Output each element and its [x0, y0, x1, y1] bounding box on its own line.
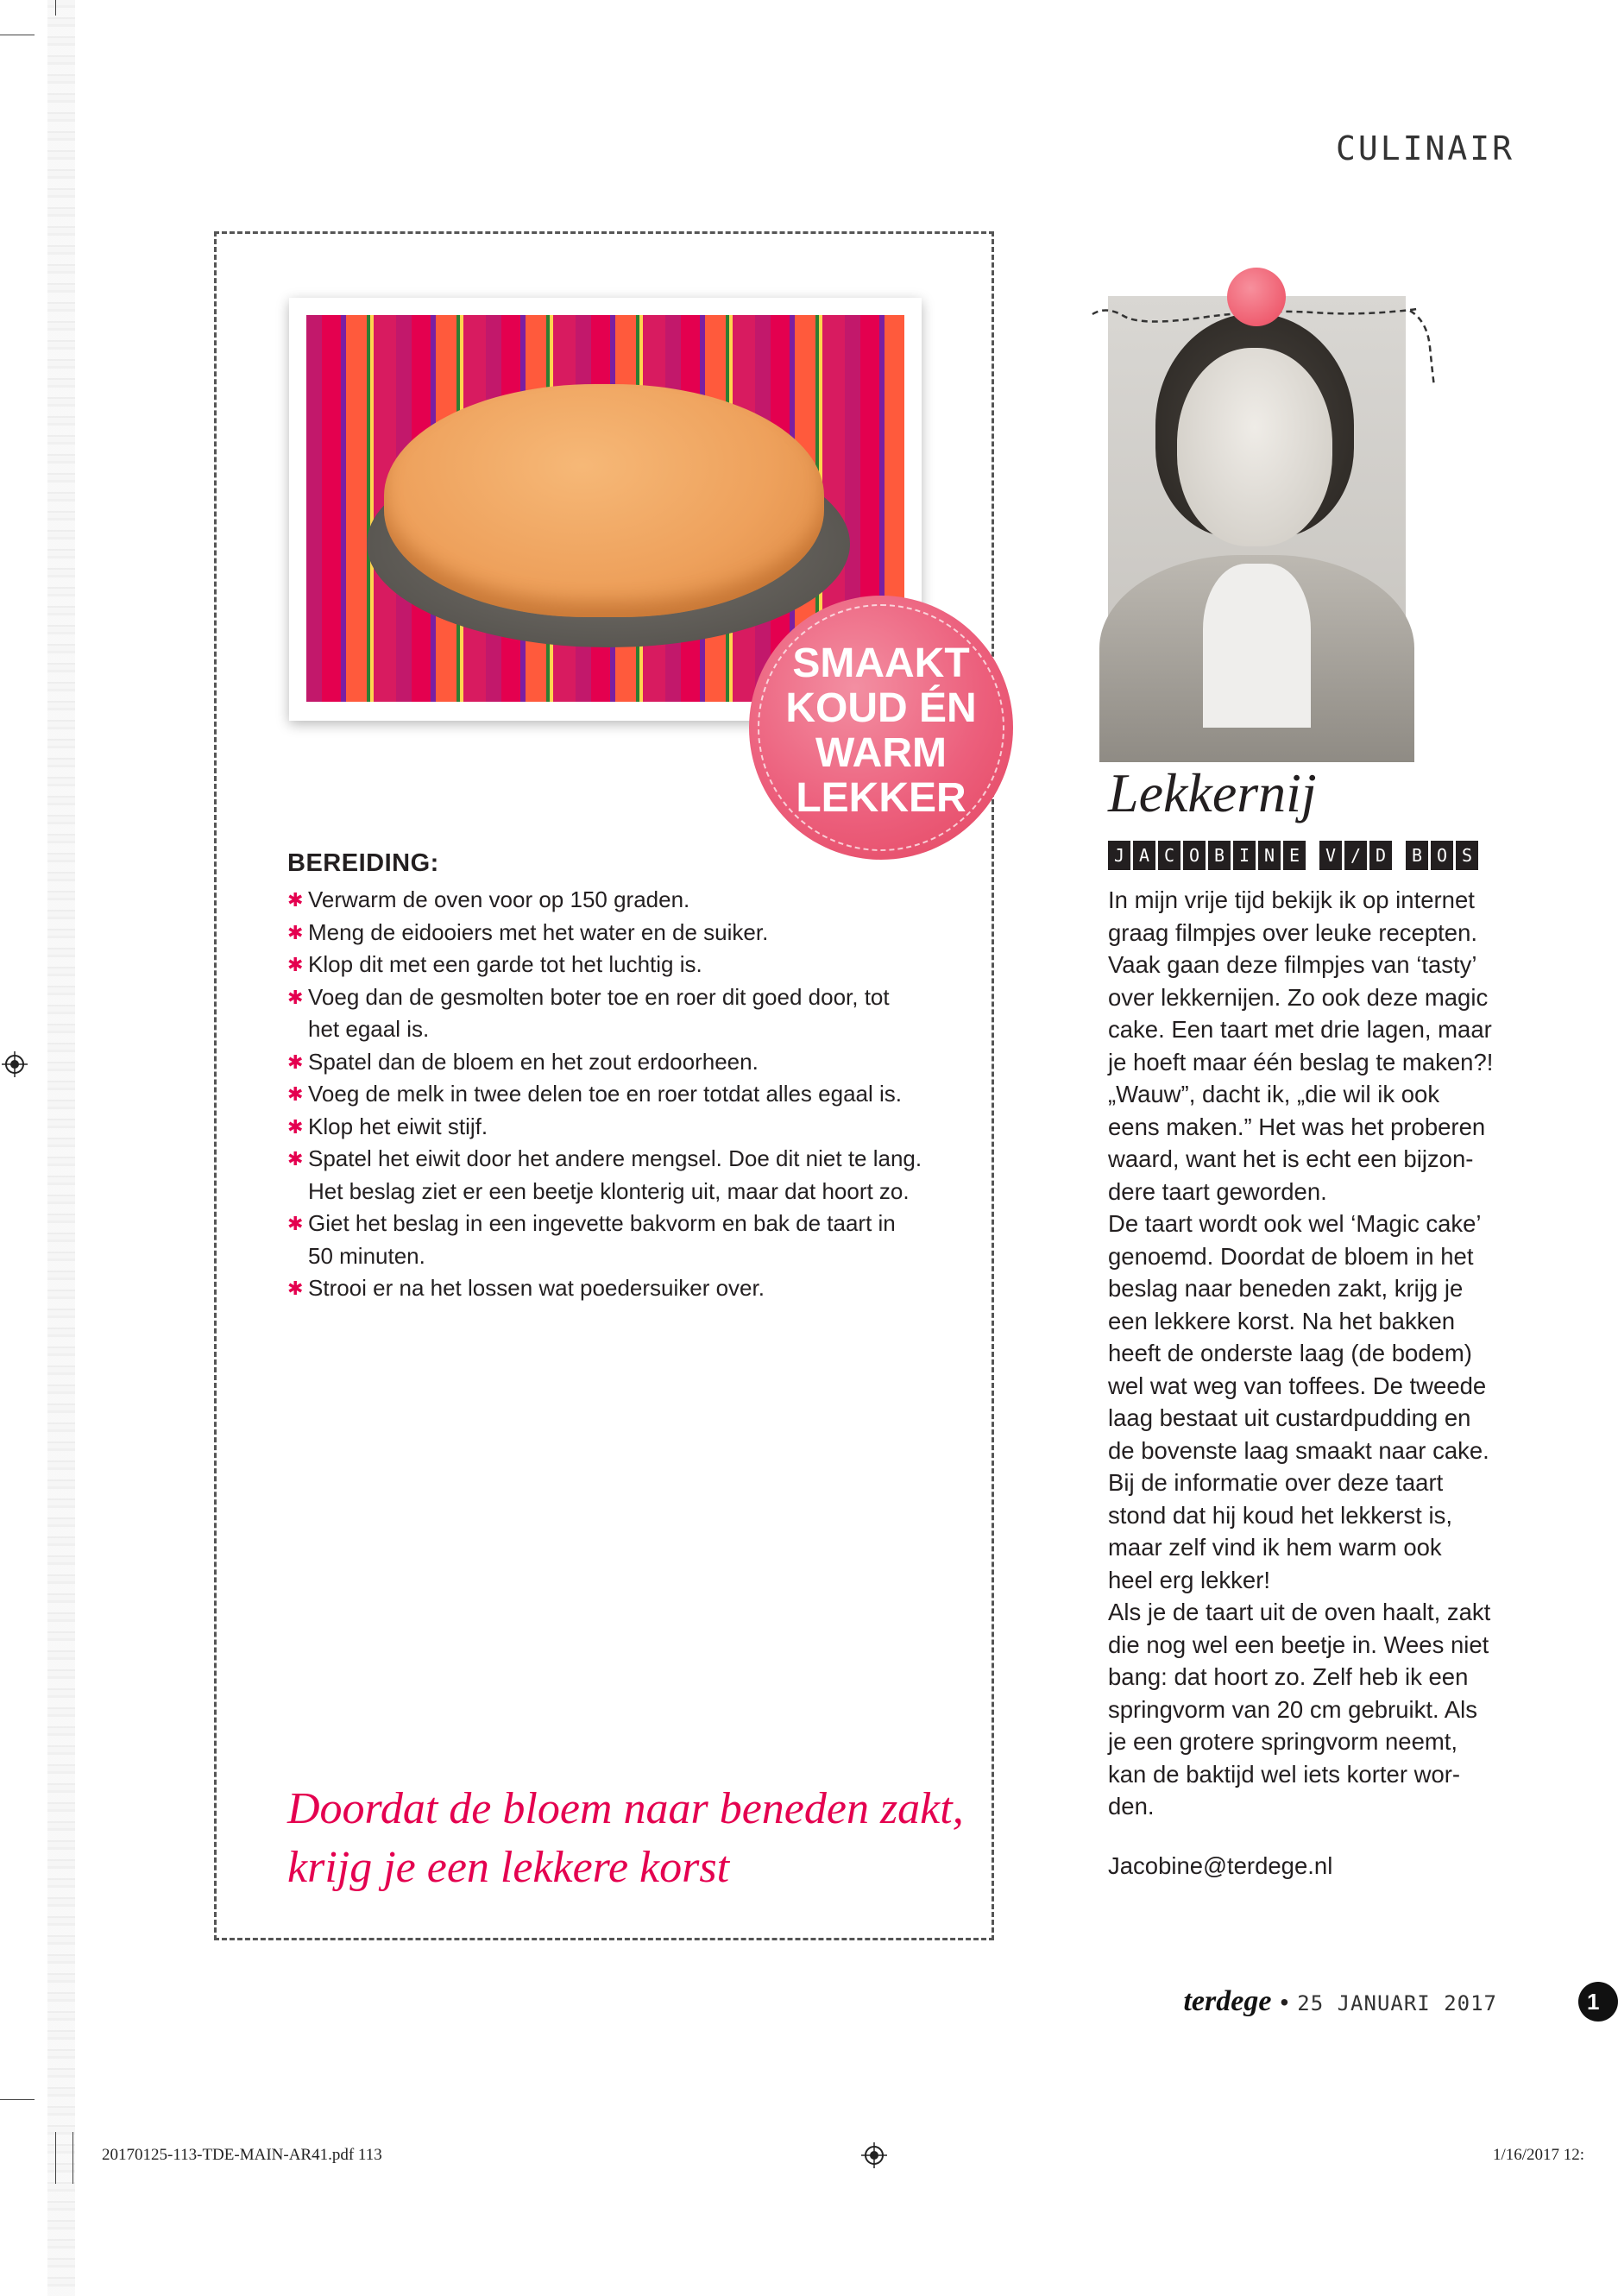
recipe-heading: BEREIDING:	[287, 849, 439, 877]
byline-letter: B	[1208, 841, 1231, 870]
article-body	[1108, 884, 1522, 1823]
byline-letter: D	[1369, 841, 1392, 870]
crop-mark	[72, 2132, 73, 2184]
badge	[749, 596, 1013, 860]
recipe-step: ✱ Klop dit met een garde tot het luchtig is.	[287, 949, 926, 981]
recipe-steps	[287, 884, 926, 1305]
recipe-step: ✱ Spatel het eiwit door het andere mengsel. Doe dit niet te lang. Het beslag ziet er een beetje klonterig uit, maar dat hoort zo.	[287, 1143, 926, 1208]
asterisk-icon: ✱	[287, 1213, 304, 1234]
asterisk-icon: ✱	[287, 954, 304, 975]
crop-mark	[55, 0, 56, 16]
article-title: Lekkernij	[1108, 762, 1317, 823]
asterisk-icon: ✱	[287, 1148, 304, 1170]
brand-logo: terdege	[1183, 1985, 1272, 2017]
byline-letter: O	[1183, 841, 1206, 870]
pull-quote: Doordat de bloem naar beneden zakt, krijg je een lekkere korst	[287, 1784, 964, 1892]
byline-space	[1308, 841, 1317, 870]
section-label: CULINAIR	[1335, 129, 1514, 167]
recipe-step: ✱ Spatel dan de bloem en het zout erdoorheen.	[287, 1046, 926, 1079]
asterisk-icon: ✱	[287, 1083, 304, 1105]
print-slug-filename: 20170125-113-TDE-MAIN-AR41.pdf 113	[102, 2146, 382, 2164]
asterisk-icon: ✱	[287, 1277, 304, 1299]
portrait-shirt	[1203, 564, 1311, 728]
asterisk-icon: ✱	[287, 1050, 304, 1073]
byline-letter: C	[1158, 841, 1180, 870]
scan-edge	[47, 0, 75, 2296]
print-slug-date: 1/16/2017 12:	[1493, 2146, 1585, 2164]
byline-space	[1395, 841, 1403, 870]
recipe-step: ✱ Verwarm de oven voor op 150 graden.	[287, 884, 926, 917]
author-email[interactable]: Jacobine@terdege.nl	[1108, 1852, 1333, 1879]
recipe-step: ✱ Voeg dan de gesmolten boter toe en roer dit goed door, tot het egaal is.	[287, 981, 926, 1046]
pin-icon	[1227, 268, 1286, 326]
article-text: In mijn vrije tijd bekijk ik op internet graag filmpjes over leuke recepten. Vaak gaan deze filmpjes van ‘tasty’ over lekkernijen. Zo ook deze magic cake. Een taart met drie lagen, maar je hoeft maar één beslag te maken?! „Wauw”, dacht ik, „die wil ik ook eens maken.” Het was het proberen waard, want het is echt een bijzon- dere taart geworden. De taart wordt ook wel ‘Magic cake’ genoemd. Doordat de bloem in het beslag naar beneden zakt, krijg je een lekkere korst. Na het bakken heeft de onderste laag (de bodem) wel wat weg van toffees. De tweede laag bestaat uit custardpudding en de bovenste laag smaakt naar cake. Bij de informatie over deze taart stond dat hij koud het lekkerst is, maar zelf vind ik hem warm ook heel erg lekker! Als je de taart uit de oven haalt, zakt die nog wel een beetje in. Wees niet bang: dat hoort zo. Zelf heb ik een springvorm van 20 cm gebruikt. Als je een grotere springvorm neemt, kan de baktijd wel iets korter wor- den.	[1108, 886, 1494, 1820]
page-number: 1	[1578, 1982, 1618, 2022]
badge-text: SMAAKT KOUD ÉN WARM LEKKER	[785, 640, 977, 821]
byline-letter: V	[1319, 841, 1342, 870]
byline-letter: /	[1344, 841, 1367, 870]
cake	[384, 384, 824, 617]
byline-letter: I	[1233, 841, 1256, 870]
byline	[1108, 841, 1478, 870]
asterisk-icon: ✱	[287, 921, 304, 943]
byline-letter: E	[1283, 841, 1306, 870]
byline-letter: S	[1456, 841, 1478, 870]
recipe-step: ✱ Voeg de melk in twee delen toe en roer totdat alles egaal is.	[287, 1078, 926, 1111]
byline-letter: A	[1133, 841, 1155, 870]
asterisk-icon: ✱	[287, 1115, 304, 1138]
issue-date: 25 JANUARI 2017	[1297, 1991, 1497, 2015]
byline-letter: J	[1108, 841, 1130, 870]
byline-letter: O	[1431, 841, 1453, 870]
asterisk-icon: ✱	[287, 986, 304, 1008]
registration-mark-icon	[861, 2142, 887, 2168]
crop-mark	[55, 2132, 56, 2184]
asterisk-icon: ✱	[287, 889, 304, 911]
recipe-step: ✱ Meng de eidooiers met het water en de suiker.	[287, 917, 926, 949]
recipe-step: ✱ Strooi er na het lossen wat poedersuiker over.	[287, 1272, 926, 1305]
byline-letter: N	[1258, 841, 1281, 870]
crop-mark	[0, 2099, 35, 2100]
byline-letter: B	[1406, 841, 1428, 870]
footer-brand	[1183, 1985, 1497, 2018]
registration-mark-icon	[2, 1051, 28, 1077]
recipe-step: ✱ Klop het eiwit stijf.	[287, 1111, 926, 1144]
recipe-step: ✱ Giet het beslag in een ingevette bakvorm en bak de taart in 50 minuten.	[287, 1208, 926, 1272]
footer-separator: •	[1280, 1989, 1289, 2015]
